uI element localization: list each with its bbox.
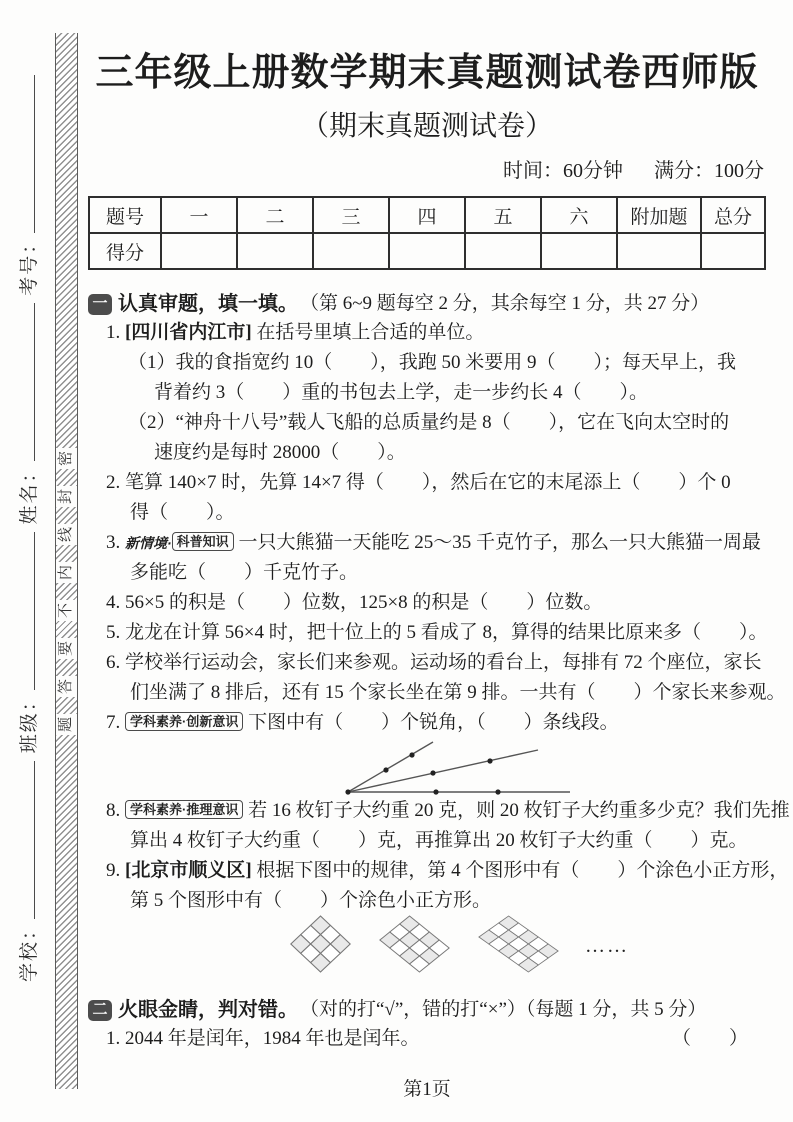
header-cell: 六 [541,197,617,233]
subject-literacy-badge: 学科素养·创新意识 [125,712,243,731]
question-source-tag: [北京市顺义区] [125,860,252,881]
school-label: 学校： [19,918,40,982]
question-text: 根据下图中的规律，第 4 个图形中有（ ）个涂色小正方形， [256,860,789,881]
question-text: 学校举行运动会，家长们来参观。运动场的看台上，每排有 72 个座位，家长 [125,652,762,673]
seal-char: 内 [56,562,77,583]
exam-number-label: 考号： [19,232,40,296]
student-info-fields [14,98,54,982]
header-cell: 三 [313,197,389,233]
score-cell [389,233,465,269]
header-cell: 二 [237,197,313,233]
answer-blank: （ ） [671,1028,748,1049]
score-cell [313,233,389,269]
question-text: 56×5 的积是（ ）位数，125×8 的积是（ ）位数。 [125,592,603,613]
seal-line-text [56,448,77,735]
question-8-line1 [88,796,790,826]
page-title: 三年级上册数学期末真题测试卷西师版 [95,52,759,94]
question-9-line1 [88,856,789,886]
header-cell: 五 [465,197,541,233]
score-table [88,196,766,270]
question-number: 4. [106,592,121,613]
question-5-line [88,618,766,648]
score-table-score-row [89,233,765,269]
paper-content [88,50,790,1101]
question-6-line1 [88,648,766,678]
full-score: 满分：100分 [654,160,764,182]
section-two-note: （对的打“√”，错的打“×”）（每题 1 分，共 5 分） [300,999,707,1020]
question-text: 一只大熊猫一天能吃 25～35 千克竹子，那么一只大熊猫一周最 [238,532,761,553]
seal-char: 不 [56,600,77,621]
section-two-title: 火眼金睛，判对错。 [118,999,298,1021]
question-1-line [88,318,766,348]
header-cell: 一 [161,197,237,233]
science-knowledge-badge: 科普知识 [172,532,234,551]
question-text: 若 16 枚钉子大约重 20 克，则 20 枚钉子大约重多少克？我们先推 [248,800,790,821]
score-cell [161,233,237,269]
question-number: 3. [106,532,121,553]
diamond-pattern-figures [88,916,766,976]
school-blank-line [14,761,35,919]
judge-question-1 [88,1024,766,1054]
question-source-tag: [四川省内江市] [125,322,252,343]
question-8-line2: 算出 4 枚钉子大约重（ ）克，再推算出 20 枚钉子大约重（ ）克。 [130,830,748,851]
section-two-heading [88,996,766,1024]
seal-char: 线 [56,524,77,545]
judge-question-text [106,1024,420,1054]
question-2-line2: 得（ ）。 [130,502,235,523]
new-context-badge-prefix: 新情境· [125,535,172,551]
diamond-pattern-1 [288,915,353,978]
question-number: 5. [106,622,121,643]
exam-meta [88,158,766,184]
question-6-line2: 们坐满了 8 排后，还有 15 个家长坐在第 9 排。一共有（ ）个家长来参观。 [130,682,786,703]
seal-char: 封 [56,486,77,507]
question-text: 在括号里填上合适的单位。 [256,322,485,343]
question-1-sub1-line2: 背着约 3（ ）重的书包去上学，走一步约长 4（ ）。 [154,382,649,403]
pattern-ellipsis: …… [585,934,629,957]
seal-line-band [55,33,78,1089]
time-limit: 时间：60分钟 [503,160,623,182]
question-text: 笔算 140×7 时，先算 14×7 得（ ），然后在它的末尾添上（ ）个 0 [125,472,731,493]
header-cell: 题号 [89,197,161,233]
diamond-pattern-3 [476,915,561,978]
section-one-heading [88,290,766,318]
class-blank-line [14,532,35,690]
name-label: 姓名： [19,461,40,525]
question-1-sub2-line1: （2）“神舟十八号”载人飞船的总质量约是 8（ ），它在飞向太空时的 [128,412,730,433]
question-3-line2: 多能吃（ ）千克竹子。 [130,562,359,583]
question-text: 2044 年是闰年，1984 年也是闰年。 [125,1028,420,1049]
question-9-line2: 第 5 个图形中有（ ）个涂色小正方形。 [130,890,492,911]
question-text: 龙龙在计算 56×4 时，把十位上的 5 看成了 8，算得的结果比原来多（ ）。 [125,622,768,643]
seal-char: 答 [56,676,77,697]
header-cell: 四 [389,197,465,233]
question-number: 2. [106,472,121,493]
question-number: 1. [106,322,121,343]
question-number: 1. [106,1028,121,1049]
question-number: 7. [106,712,121,733]
angle-rays-svg [338,738,578,796]
seal-char: 要 [56,638,77,659]
name-blank-line [14,303,35,461]
question-number: 9. [106,860,121,881]
reasoning-badge: 学科素养·推理意识 [125,800,243,819]
seal-char: 密 [56,448,77,469]
score-cell [617,233,701,269]
question-4-line [88,588,766,618]
question-1-sub1-line1: （1）我的食指宽约 10（ ），我跑 50 米要用 9（ ）；每天早上，我 [128,352,737,373]
class-label: 班级： [19,690,40,754]
score-row-label: 得分 [89,233,161,269]
score-cell [701,233,765,269]
score-cell [237,233,313,269]
exam-number-blank-line [14,75,35,233]
section-two-badge: 二 [88,1000,112,1021]
section-one-title: 认真审题，填一填。 [118,293,298,315]
page-number: 第1页 [403,1079,451,1100]
angle-rays-figure [88,738,766,796]
diamond-pattern-2 [377,915,452,978]
score-cell [465,233,541,269]
question-1-sub2-line2: 速度约是每时 28000（ ）。 [154,442,406,463]
seal-char: 题 [56,714,77,735]
question-text: 下图中有（ ）个锐角，（ ）条线段。 [248,712,619,733]
question-3-line1 [88,528,766,558]
question-2-line1 [88,468,766,498]
page-subtitle: （期末真题测试卷） [300,111,553,142]
score-cell [541,233,617,269]
section-one-badge: 一 [88,294,112,315]
question-number: 8. [106,800,121,821]
section-one-note: （第 6~9 题每空 2 分，其余每空 1 分，共 27 分） [300,293,710,314]
score-table-header-row [89,197,765,233]
question-number: 6. [106,652,121,673]
question-7-line [88,708,766,738]
header-cell: 总分 [701,197,765,233]
header-cell: 附加题 [617,197,701,233]
